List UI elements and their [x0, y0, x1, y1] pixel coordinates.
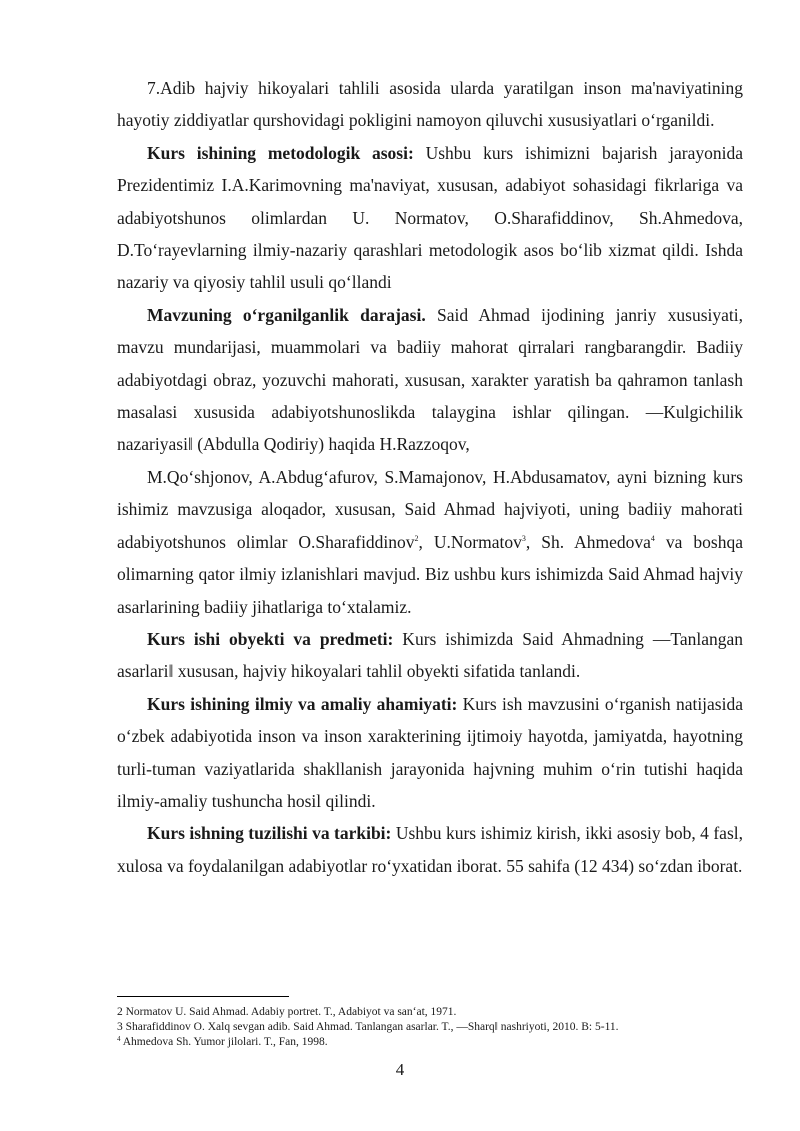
heading-object: Kurs ishi obyekti va predmeti: [147, 628, 394, 649]
significance-text: Kurs ish mavzusini o‘rganish natijasida o‘zbek adabiyotida inson va inson xarakterining ijtimoiy hayotda, jamiyatda, hayotning turli-tuman vaziyatlarida shakllanish jarayonida hajvning muhim o‘rin tutishi haqida ilmiy-amaliy tushuncha hosil qilindi. [117, 693, 744, 811]
paragraph-methodology [117, 137, 743, 299]
heading-methodology: Kurs ishining metodologik asosi: [147, 142, 414, 163]
document-body [117, 72, 743, 882]
object-text: Kurs ishimizda Said Ahmadning ―Tanlangan asarlari‖ xususan, hajviy hikoyalari tahlil obyekti sifatida tanlandi. [117, 628, 743, 682]
scholars-text-c: , Sh. Ahmedova [525, 531, 651, 552]
paragraph-object [117, 623, 743, 688]
footnote-4 [117, 1035, 757, 1050]
footnote-3: 3 Sharafiddinov O. Xalq sevgan adib. Said Ahmad. Tanlangan asarlar. T., ―Sharq‖ nashriyoti, 2010. B: 5-11. [117, 1021, 619, 1033]
paragraph-study-level [117, 299, 743, 461]
paragraph-scholars [117, 461, 743, 623]
footnote-separator [117, 996, 289, 997]
scholars-text-d: va boshqa olimarning qator ilmiy izlanishlari mavjud. Biz ushbu kurs ishimizda Said Ahmad hajviy asarlarining badiiy jihatlariga to‘xtalamiz. [117, 531, 743, 617]
heading-significance: Kurs ishining ilmiy va amaliy ahamiyati: [147, 693, 458, 714]
heading-structure: Kurs ishning tuzilishi va tarkibi: [147, 823, 392, 844]
footnote-ref-3: 3 [521, 533, 526, 543]
paragraph-structure [117, 817, 743, 882]
paragraph-significance [117, 688, 743, 818]
footnote-ref-4: 4 [650, 533, 655, 543]
methodology-text: Ushbu kurs ishimizni bajarish jarayonida Prezidentimiz I.A.Karimovning ma'naviyat, xususan, adabiyot sohasidagi fikrlariga va adabiyotshunos olimlardan U. Normatov, O.Sharafiddinov, Sh.Ahmedova, D.To‘rayevlarning ilmiy-nazariy qarashlari metodologik asos bo‘lib xizmat qildi. Ishda nazariy va qiyosiy tahlil usuli qo‘llandi [117, 142, 743, 293]
footnote-2: 2 Normatov U. Said Ahmad. Adabiy portret. T., Adabiyot va san‘at, 1971. [117, 1006, 457, 1018]
paragraph-conclusion-7: 7.Adib hajviy hikoyalari tahlili asosida ularda yaratilgan inson ma'naviyatining hayotiy ziddiyatlar qurshovidagi pokligini namoyon qiluvchi xususiyatlari o‘rganildi. [117, 78, 743, 131]
scholars-text-b: , U.Normatov [418, 531, 522, 552]
page-number: 4 [395, 1060, 405, 1079]
heading-study-level: Mavzuning o‘rganilganlik darajasi. [147, 304, 426, 325]
footnote-4-mark: 4 [117, 1035, 121, 1043]
scholars-text-a: M.Qo‘shjonov, A.Abdug‘afurov, S.Mamajonov, H.Abdusamatov, ayni bizning kurs ishimiz mavzusiga aloqador, xususan, Said Ahmad hajviyoti, uning badiiy mahorati adabiyotshunos olimlar O.Sharafiddinov [117, 466, 743, 552]
study-level-text: Said Ahmad ijodining janriy xususiyati, mavzu mundarijasi, muammolari va badiiy mahorat qirralari rangbarangdir. Badiiy adabiyotdagi obraz, yozuvchi mahorati, xususan, xarakter yaratish ba qahramon tanlash masalasi xususida adabiyotshunoslikda talaygina ishlar qilingan. ―Kulgichilik nazariyasi‖ (Abdulla Qodiriy) haqida H.Razzoqov, [117, 304, 743, 455]
structure-text: Ushbu kurs ishimiz kirish, ikki asosiy bob, 4 fasl, xulosa va foydalanilgan adabiyotlar ro‘yxatidan iborat. 55 sahifa (12 434) so‘zdan iborat. [117, 823, 743, 876]
footnote-4-text: Ahmedova Sh. Yumor jilolari. T., Fan, 1998. [120, 1036, 328, 1048]
footnote-ref-2: 2 [414, 533, 419, 543]
footnotes [117, 1005, 757, 1050]
